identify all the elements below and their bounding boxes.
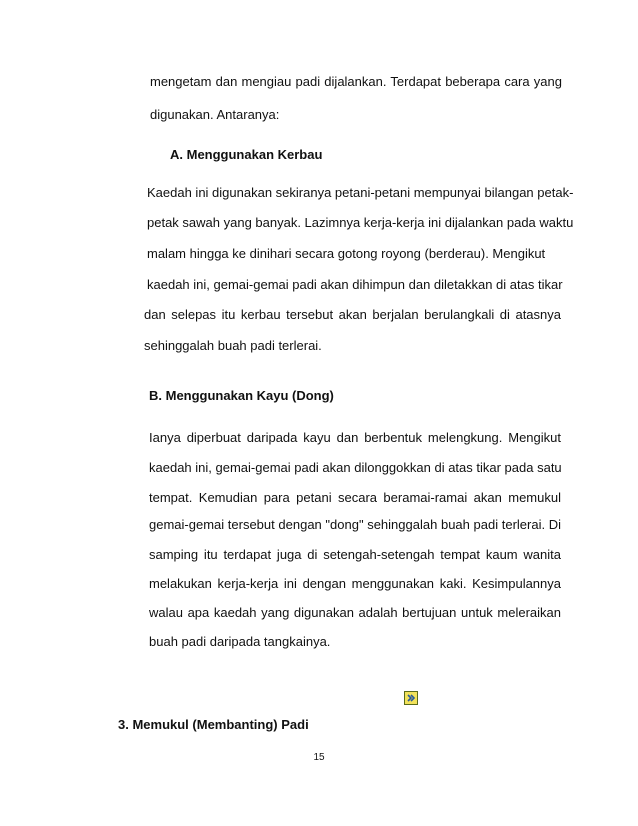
section-b-line-6: melakukan kerja-kerja ini dengan menggunakan kaki. Kesimpulannya bbox=[149, 576, 561, 591]
section-b-line-2: kaedah ini, gemai-gemai padi akan dilonggokkan di atas tikar pada satu bbox=[149, 460, 562, 475]
section-b-line-1: Ianya diperbuat daripada kayu dan berbentuk melengkung. Mengikut bbox=[149, 430, 561, 445]
section-a-line-2: petak sawah yang banyak. Lazimnya kerja-kerja ini dijalankan pada waktu bbox=[147, 215, 574, 230]
section-b-line-5: samping itu terdapat juga di setengah-setengah tempat kaum wanita bbox=[149, 547, 561, 562]
intro-line-2: digunakan. Antaranya: bbox=[150, 107, 280, 122]
section-a-line-6: sehinggalah buah padi terlerai. bbox=[144, 338, 322, 353]
section-a-line-3: malam hingga ke dinihari secara gotong royong (berderau). Mengikut bbox=[147, 246, 546, 261]
page-number: 15 bbox=[313, 752, 325, 763]
section-3-heading: 3. Memukul (Membanting) Padi bbox=[118, 717, 309, 732]
section-b-line-8: buah padi daripada tangkainya. bbox=[149, 634, 331, 649]
section-a-line-4: kaedah ini, gemai-gemai padi akan dihimpun dan diletakkan di atas tikar bbox=[147, 277, 563, 292]
next-arrow-icon[interactable] bbox=[404, 691, 418, 705]
section-b-line-7: walau apa kaedah yang digunakan adalah bertujuan untuk meleraikan bbox=[149, 605, 561, 620]
section-a-line-1: Kaedah ini digunakan sekiranya petani-petani mempunyai bilangan petak- bbox=[147, 185, 574, 200]
section-b-heading: B. Menggunakan Kayu (Dong) bbox=[149, 388, 334, 403]
section-a-heading: A. Menggunakan Kerbau bbox=[170, 147, 323, 162]
section-b-line-4: gemai-gemai tersebut dengan "dong" sehinggalah buah padi terlerai. Di bbox=[149, 517, 561, 532]
intro-line-1: mengetam dan mengiau padi dijalankan. Terdapat beberapa cara yang bbox=[150, 74, 562, 89]
section-b-line-3: tempat. Kemudian para petani secara beramai-ramai akan memukul bbox=[149, 490, 561, 505]
section-a-line-5: dan selepas itu kerbau tersebut akan berjalan berulangkali di atasnya bbox=[144, 307, 561, 322]
